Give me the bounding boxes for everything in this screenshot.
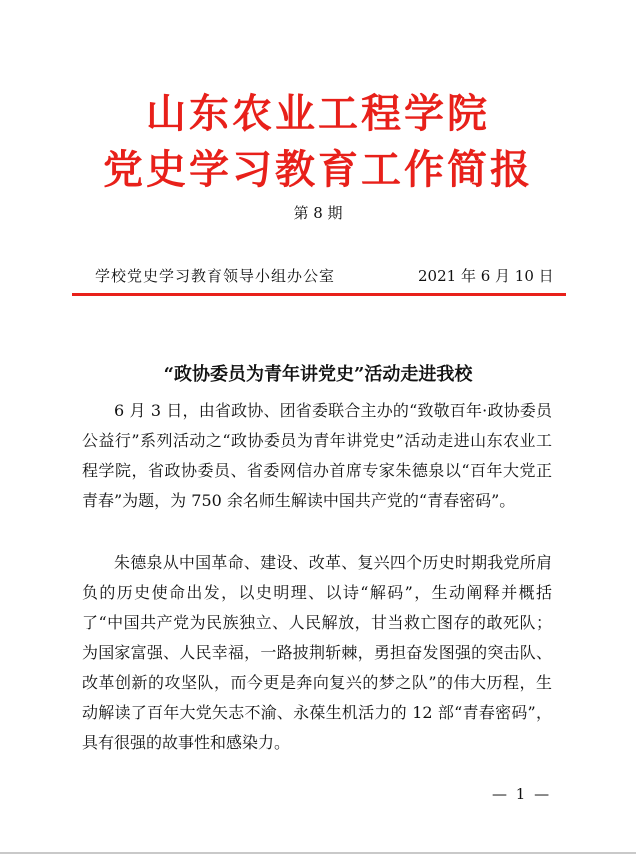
issue-date: 2021 年 6 月 10 日: [418, 267, 554, 285]
issue-number: 第 8 期: [293, 204, 343, 222]
article-paragraph-2: 朱德泉从中国革命、建设、改革、复兴四个历史时期我党所肩负的历史使命出发，以史明理、以诗“解码”，生动阐释并概括了“中国共产党为民族独立、人民解放，甘当救亡图存的敢死队；为国家富强、人民幸福，一路披荆斩棘，勇担奋发图强的突击队、改革创新的攻坚队，而今更是奔向复兴的梦之队”的伟大历程，生动解读了百年大党矢志不渝、永葆生机活力的 12 部“青春密码”，具有很强的故事性和感染力。: [82, 553, 552, 752]
article-paragraph-1: 6 月 3 日，由省政协、团省委联合主办的“致敬百年·政协委员公益行”系列活动之“政协委员为青年讲党史”活动走进山东农业工程学院，省政协委员、省委网信办首席专家朱德泉以“百年大党正青春”为题，为 750 余名师生解读中国共产党的“青春密码”。: [82, 401, 552, 510]
issuer-office: 学校党史学习教育领导小组办公室: [95, 267, 336, 285]
masthead-title-line2: 党史学习教育工作简报: [103, 146, 533, 193]
page-bottom-edge: [0, 852, 636, 854]
page-number: — 1 —: [492, 785, 552, 803]
masthead-title-line1: 山东农业工程学院: [146, 90, 490, 137]
red-divider-rule: [72, 293, 566, 296]
article-title: “政协委员为青年讲党史”活动走进我校: [163, 364, 473, 385]
